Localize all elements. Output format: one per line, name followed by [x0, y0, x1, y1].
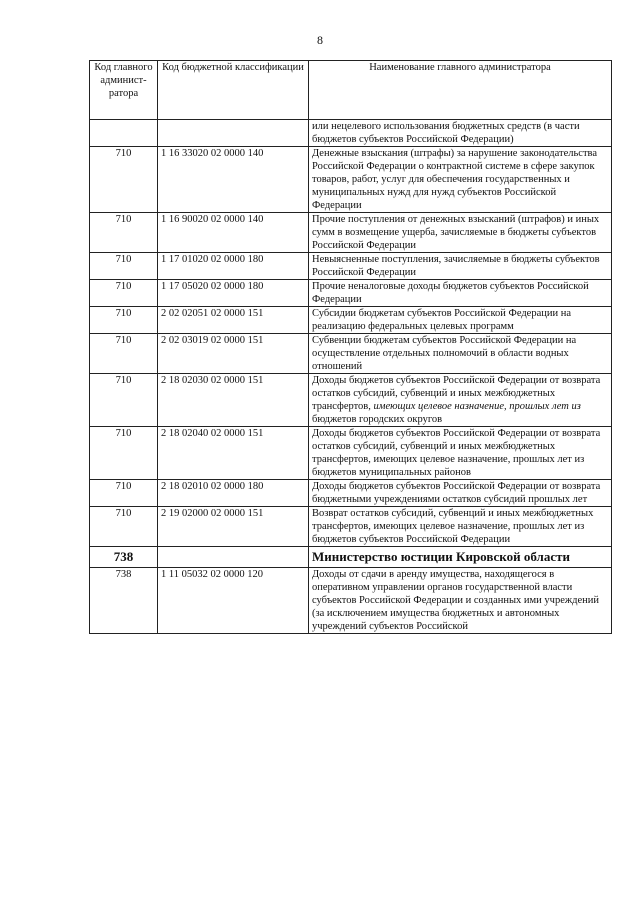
admin-name-cell: Прочие поступления от денежных взысканий (штрафов) и иных сумм в возмещение ущерба, зачисляемые в бюджеты субъектов Российской Федерации	[309, 213, 612, 253]
admin-name-cell: Невыясненные поступления, зачисляемые в бюджеты субъектов Российской Федерации	[309, 253, 612, 280]
admin-code-cell: 738	[90, 547, 158, 568]
admin-code-cell: 710	[90, 253, 158, 280]
table-row	[90, 253, 612, 280]
budget-code-cell: 2 02 02051 02 0000 151	[158, 307, 309, 334]
table-row	[90, 147, 612, 213]
table-row	[90, 507, 612, 547]
admin-name-cell: Денежные взыскания (штрафы) за нарушение законодательства Российской Федерации о контрактной системе в сфере закупок товаров, работ, услуг для обеспечения государственных и муниципальных нужд для нужд субъектов Российской Федерации	[309, 147, 612, 213]
admin-name-cell: Субвенции бюджетам субъектов Российской Федерации на осуществление отдельных полномочий в области водных отношений	[309, 334, 612, 374]
column-header-admin-name: Наименование главного администратора	[309, 61, 612, 120]
admin-code-cell: 710	[90, 427, 158, 480]
budget-code-cell: 2 02 03019 02 0000 151	[158, 334, 309, 374]
table-row	[90, 568, 612, 634]
admin-code-cell: 710	[90, 507, 158, 547]
budget-code-cell: 1 16 90020 02 0000 140	[158, 213, 309, 253]
budget-code-cell: 2 18 02030 02 0000 151	[158, 374, 309, 427]
admin-code-cell: 710	[90, 280, 158, 307]
table-row	[90, 307, 612, 334]
column-header-budget-code: Код бюджетной классификации	[158, 61, 309, 120]
table-header-row	[90, 61, 612, 120]
page-number: 8	[317, 33, 323, 47]
admin-name-text-italic: имеющих целевое назначение, прошлых лет из	[373, 401, 581, 412]
admin-name-cell: Доходы бюджетов субъектов Российской Федерации от возврата остатков субсидий, субвенций и иных межбюджетных трансфертов, имеющих целевое назначение, прошлых лет из бюджетов муниципальных районов	[309, 427, 612, 480]
admin-name-cell: Возврат остатков субсидий, субвенций и иных межбюджетных трансфертов, имеющих целевое назначение, прошлых лет из бюджетов субъектов Российской Федерации	[309, 507, 612, 547]
admin-name-cell	[309, 374, 612, 427]
budget-code-cell	[158, 120, 309, 147]
admin-code-cell: 710	[90, 480, 158, 507]
table-row	[90, 120, 612, 147]
admin-name-cell: Доходы бюджетов субъектов Российской Федерации от возврата бюджетными учреждениями остатков субсидий прошлых лет	[309, 480, 612, 507]
administrator-heading: Министерство юстиции Кировской области	[309, 547, 612, 568]
column-header-admin-code: Код главного админист-ратора	[90, 61, 158, 120]
table-row	[90, 427, 612, 480]
administrator-heading-row	[90, 547, 612, 568]
admin-name-cell: или нецелевого использования бюджетных средств (в части бюджетов субъектов Российской Федерации)	[309, 120, 612, 147]
budget-code-cell: 2 18 02040 02 0000 151	[158, 427, 309, 480]
budget-code-cell: 1 17 05020 02 0000 180	[158, 280, 309, 307]
budget-code-cell	[158, 547, 309, 568]
table-row	[90, 213, 612, 253]
budget-code-cell: 1 17 01020 02 0000 180	[158, 253, 309, 280]
admin-code-cell: 710	[90, 213, 158, 253]
table-row	[90, 280, 612, 307]
admin-code-cell: 710	[90, 374, 158, 427]
budget-codes-table	[89, 60, 612, 634]
admin-code-cell: 710	[90, 307, 158, 334]
admin-code-cell: 710	[90, 334, 158, 374]
budget-code-cell: 1 16 33020 02 0000 140	[158, 147, 309, 213]
admin-name-text: бюджетов городских округов	[312, 414, 443, 425]
admin-code-cell: 738	[90, 568, 158, 634]
table-row	[90, 334, 612, 374]
admin-code-cell	[90, 120, 158, 147]
budget-code-cell: 1 11 05032 02 0000 120	[158, 568, 309, 634]
budget-code-cell: 2 19 02000 02 0000 151	[158, 507, 309, 547]
admin-code-cell: 710	[90, 147, 158, 213]
admin-name-cell: Субсидии бюджетам субъектов Российской Федерации на реализацию федеральных целевых программ	[309, 307, 612, 334]
admin-name-cell: Доходы от сдачи в аренду имущества, находящегося в оперативном управлении органов государственной власти субъектов Российской Федерации и созданных ими учреждений (за исключением имущества бюджетных и автономных учреждений субъектов Российской	[309, 568, 612, 634]
budget-code-cell: 2 18 02010 02 0000 180	[158, 480, 309, 507]
table-row	[90, 480, 612, 507]
admin-name-cell: Прочие неналоговые доходы бюджетов субъектов Российской Федерации	[309, 280, 612, 307]
table-row	[90, 374, 612, 427]
admin-name-text: Доходы бюджетов субъектов Российской Федерации от возврата остатков субсидий, субвенций и иных межбюджетных трансфертов,	[312, 375, 601, 412]
